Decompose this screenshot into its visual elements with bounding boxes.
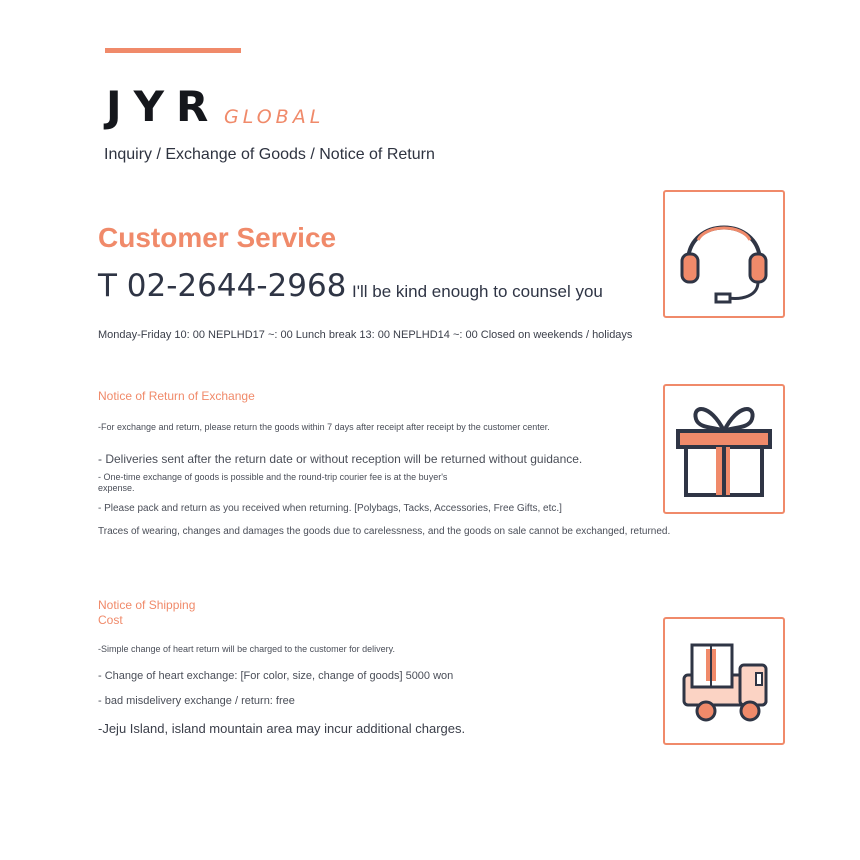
shipping-notice-line: -Jeju Island, island mountain area may incur additional charges.: [98, 721, 466, 736]
gift-box-icon: [674, 397, 774, 501]
shipping-notice-line: - bad misdelivery exchange / return: free: [98, 695, 295, 707]
return-notice-title: Notice of Return of Exchange: [98, 389, 255, 403]
delivery-truck-icon: [674, 633, 774, 729]
headset-icon: [676, 204, 772, 304]
gift-icon-box: [663, 384, 785, 514]
shipping-notice-line: - Change of heart exchange: [For color, size, change of goods] 5000 won: [98, 670, 454, 682]
return-notice-line: - One-time exchange of goods is possible and the round-trip courier fee is at the buyer's expense.: [98, 472, 448, 493]
brand-logo-sub: GLOBAL: [224, 106, 325, 128]
return-notice-line: - Deliveries sent after the return date or without reception will be returned without guidance.: [98, 452, 583, 466]
customer-service-title: Customer Service: [98, 222, 337, 253]
shipping-notice-title: Notice of Shipping Cost: [98, 598, 196, 627]
headset-icon-box: [663, 190, 785, 318]
service-tagline: I'll be kind enough to counsel you: [352, 282, 603, 301]
page-subtitle: Inquiry / Exchange of Goods / Notice of Return: [104, 146, 435, 163]
phone-number: T 02-2644-2968: [98, 268, 347, 304]
business-hours: Monday-Friday 10: 00 NEPLHD17 ~: 00 Lunch break 13: 00 NEPLHD14 ~: 00 Closed on weekends / holidays: [98, 329, 633, 341]
accent-bar: [105, 48, 241, 53]
return-notice-line: Traces of wearing, changes and damages the goods due to carelessness, and the goods on sale cannot be exchanged, returned.: [98, 526, 671, 537]
brand-logo: JYR: [106, 82, 221, 131]
return-notice-line: -For exchange and return, please return the goods within 7 days after receipt after receipt by the customer center.: [98, 422, 550, 432]
truck-icon-box: [663, 617, 785, 745]
shipping-notice-line: -Simple change of heart return will be charged to the customer for delivery.: [98, 644, 395, 654]
return-notice-line: - Please pack and return as you received when returning. [Polybags, Tacks, Accessories, Free Gifts, etc.]: [98, 503, 562, 514]
